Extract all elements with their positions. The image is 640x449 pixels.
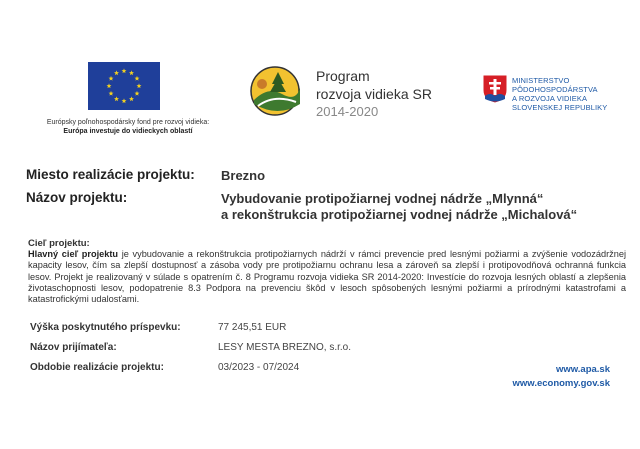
goal-body: je vybudovanie a rekonštrukcia protipožiarnych nádrží v rámci prevencie pred lesnými požiarmi a zvýšenie vodozádržnej kapacity lesov, čím sa zlepší dostupnosť a zásoba vody pre protipožiarnu ochranu lesa a zároveň sa zlepší i protipovodňová ochranná funkcia lesov. Projekt je realizovaný v súlade s opatrením č. 8 Programu rozvoja vidieka SR 2014-2020: Investície do rozvoja lesných oblastí a zlepšenia životaschopnosti lesov, podopatrenie 8.3 Podpora na prevenciu škôd v lesoch spôsobených lesnými požiarmi a prírodnými katastrofami a katastrofickými udalosťami. bbox=[28, 249, 626, 305]
rural-program-logo bbox=[248, 64, 304, 118]
goal-heading: Cieľ projektu: bbox=[28, 238, 90, 249]
eu-star-icon bbox=[135, 91, 140, 96]
recipient-label: Názov prijímateľa: bbox=[30, 342, 117, 353]
place-label: Miesto realizácie projektu: bbox=[26, 167, 195, 182]
goal-paragraph bbox=[28, 249, 626, 305]
eu-star-icon bbox=[114, 70, 119, 75]
eu-caption: Európsky poľnohospodársky fond pre rozvoj vidieka: bbox=[46, 119, 210, 126]
eu-star-icon bbox=[122, 98, 127, 103]
eu-star-icon bbox=[109, 76, 114, 81]
ministry-name-line2: PÔDOHOSPODÁRSTVA bbox=[512, 85, 598, 94]
eu-star-icon bbox=[135, 76, 140, 81]
eu-star-icon bbox=[122, 68, 127, 73]
eu-star-icon bbox=[109, 91, 114, 96]
amount-label: Výška poskytnutého príspevku: bbox=[30, 322, 181, 333]
amount-value: 77 245,51 EUR bbox=[218, 322, 287, 333]
goal-lead: Hlavný cieľ projektu bbox=[28, 249, 119, 259]
eu-star-icon bbox=[137, 83, 142, 88]
ministry-name-line4: SLOVENSKEJ REPUBLIKY bbox=[512, 103, 608, 112]
program-years: 2014-2020 bbox=[316, 104, 379, 119]
period-value: 03/2023 - 07/2024 bbox=[218, 362, 300, 373]
eu-star-icon bbox=[114, 96, 119, 101]
project-name-label: Názov projektu: bbox=[26, 190, 128, 205]
eu-stars-icon bbox=[88, 62, 160, 110]
program-title: Program bbox=[316, 68, 370, 84]
eu-slogan: Európa investuje do vidieckych oblastí bbox=[63, 128, 193, 135]
ministry-name-line3: A ROZVOJA VIDIEKA bbox=[512, 94, 588, 103]
project-name-line1: Vybudovanie protipožiarnej vodnej nádrže „Mlynná“ bbox=[221, 191, 544, 206]
recipient-value: LESY MESTA BREZNO, s.r.o. bbox=[218, 342, 352, 353]
eu-star-icon bbox=[129, 96, 134, 101]
program-subtitle: rozvoja vidieka SR bbox=[316, 86, 432, 102]
project-name-line2: a rekonštrukcia protipožiarnej vodnej nádrže „Michalová“ bbox=[221, 207, 578, 222]
place-value: Brezno bbox=[221, 168, 266, 183]
period-label: Obdobie realizácie projektu: bbox=[30, 362, 164, 373]
economy-link[interactable]: www.economy.gov.sk bbox=[512, 378, 610, 389]
ministry-name-line1: MINISTERSTVO bbox=[512, 76, 570, 85]
eu-star-icon bbox=[107, 83, 112, 88]
eu-flag bbox=[88, 62, 160, 110]
eu-star-icon bbox=[129, 70, 134, 75]
apa-link[interactable]: www.apa.sk bbox=[555, 364, 610, 375]
slovak-emblem-icon bbox=[482, 74, 508, 104]
